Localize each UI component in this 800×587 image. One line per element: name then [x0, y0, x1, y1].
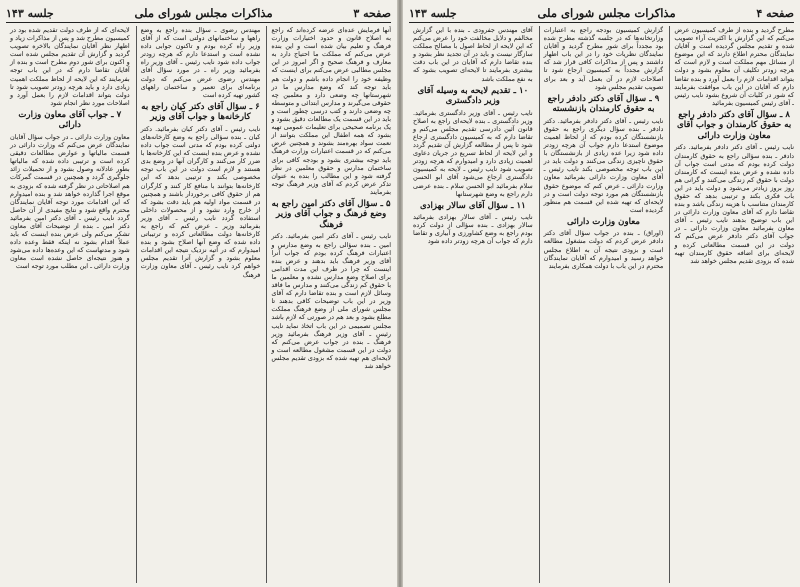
section-heading: ۸ ـ سؤال آقای دکتر دادفر راجع به حقوق کارمندان و جواب آقای معاون وزارت دارائی [677, 109, 792, 141]
paragraph: گزارش کمیسیون بودجه راجع به اعتبارات وزارتخانه‌ها که در جلسه گذشته مطرح شده بود مجدداً برای شور مطرح گردید و آقایان نمایندگان نظریات خود را در این باب اظهار داشتند و پس از مذاکرات کافی قرار شد که گزارش مجدداً به کمیسیون ارجاع شود تا اصلاحات لازم در آن بعمل آید و بعد برای تصویب تقدیم مجلس شود [543, 26, 664, 91]
column-3 [6, 26, 130, 583]
column-1 [669, 26, 794, 583]
paragraph: آقای مهندس جفرودی ـ بنده با این گزارش مخالفم و دلایل مخالفت خود را عرض می‌کنم که این لایحه از لحاظ اصول با مصالح مملکت سازگار نیست و باید در آن تجدید نظر بشود و بنده تقاضا دارم که آقایان در این باب دقت بیشتری بفرمایند تا لایحه‌ای تصویب بشود که به نفع مملکت باشد [412, 26, 533, 83]
page-header [6, 4, 391, 23]
paragraph: مهندس رضوی ـ سؤال بنده راجع به وضع راهها و ساختمانهای دولتی است که از آقای وزیر راه کرده بودم و تاکنون جوابی داده نشده است و استدعا دارم که هرچه زودتر جواب داده شود نایب رئیس ـ آقای وزیر راه بفرمائید وزیر راه ـ در مورد سؤال آقای مهندس رضوی عرض می‌کنم که دولت برنامه‌ای برای تعمیر و ساختمان راههای کشور تهیه کرده است [140, 26, 261, 99]
section-heading: معاون وزارت دارائی [566, 216, 641, 227]
paragraph: لایحه‌ای که از طرف دولت تقدیم شده بود در کمیسیون مطرح شد و پس از مذاکرات زیاد و اظهار نظر آقایان نمایندگان بالاخره تصویب گردید و گزارش آن تقدیم مجلس شده است و اکنون برای شور دوم مطرح است و بنده از آقایان تقاضا دارم که در این باب توجه بفرمایند که این لایحه از لحاظ مملکت اهمیت زیادی دارد و باید هرچه زودتر تصویب شود تا دولت بتواند اقدامات لازم را بعمل آورد و اصلاحات مورد نظر انجام شود [9, 26, 130, 107]
page-number: صفحه ۴ [756, 6, 794, 20]
section-heading: ۹ ـ سؤال آقای دکتر دادفر راجع به حقوق کارمندان بازنشسته [547, 93, 660, 115]
section-heading: ۱۱ ـ سؤال آقای سالار بهزادی [419, 200, 526, 211]
section-heading: ۶ ـ سؤال آقای دکتر کیان راجع به کارخانه‌ها و جواب آقای وزیر [141, 101, 260, 123]
journal-title: مذاکرات مجلس شورای ملی [134, 6, 273, 20]
column-2 [136, 26, 261, 583]
paragraph: آنها فرمایش عده‌ای عرضه کرده‌اند که راجع به اصلاح قانون و حدود اختیارات وزارت فرهنگ و تعلیم بیان شده است و این بنده عرض می‌کنم که مملکت ما احتیاج دارد به معارف و فرهنگ صحیح و اگر امروز در این مجلس مطالبی عرض می‌کنم برای اینست که وظیفه خود را انجام داده باشم و دولت هم باید توجه کند که وضع مدارس ما در شهرستانها چه وضعی دارد و معلمین چه حقوقی می‌گیرند و مدارس ابتدائی و متوسطه چه وضعی دارند و کتب درسی چطور است و باید در این قسمت یک مطالعات دقیق بشود و یک برنامه صحیحی برای تعلیمات عمومی تهیه بشود که همه اطفال این مملکت بتوانند از نعمت سواد بهره‌مند بشوند و همچنین عرض می‌کنم که در قسمت اعتبارات وزارت فرهنگ باید توجه بیشتری بشود و بودجه کافی برای ساختمان مدارس و حقوق معلمین در نظر گرفته شود و این مطالب را بنده به عنوان تذکر عرض کردم که آقای وزیر فرهنگ توجه بفرمایند [271, 26, 391, 196]
paragraph: معاون وزارت دارائی ـ در جواب سؤال آقایان نمایندگان عرض می‌کنم که وزارت دارائی در قسمت مالیاتها و عوارض مطالعات دقیقی کرده است و ترتیبی داده شده که مالیاتها بطور عادلانه وصول بشود و از تحمیلات زائد جلوگیری گردد و همچنین در قسمت گمرکات هم اصلاحاتی در نظر گرفته شده که بزودی به موقع اجرا گذارده خواهد شد و بنده امیدوارم که این اقدامات مورد توجه آقایان نمایندگان محترم واقع شود و نتایج مفیدی از آن حاصل گردد نایب رئیس ـ آقای دکتر امین بفرمائید دکتر امین ـ بنده از توضیحات آقای معاون تشکر می‌کنم ولی عرض بنده اینست که باید عملاً اقدام بشود نه اینکه فقط وعده داده شود و مدتهاست که این وعده‌ها داده می‌شود و هنوز نتیجه‌ای حاصل نشده است معاون وزارت دارائی ـ این مطلب مورد توجه است [9, 132, 130, 271]
column-3 [409, 26, 533, 583]
session-number: جلسه ۱۴۳ [409, 6, 457, 20]
paragraph: نایب رئیس ـ آقای سالار بهزادی بفرمائید سالار بهزادی ـ بنده سؤالی از دولت کرده بودم راجع به وضع کشاورزی و آبیاری و تقاضا دارم که جواب آن هرچه زودتر داده شود [412, 213, 533, 246]
column-2 [539, 26, 664, 583]
paragraph: نایب رئیس ـ آقای وزیر دادگستری بفرمائید. وزیر دادگستری ـ بنده لایحه‌ای راجع به اصلاح قانون آئین دادرسی تقدیم مجلس می‌کنم و تقاضا دارم که به کمیسیون دادگستری ارجاع شود تا پس از مطالعه گزارش آن تقدیم گردد و این لایحه از لحاظ تسریع در جریان دعاوی اهمیت زیادی دارد و امیدوارم که هرچه زودتر تصویب شود نایب رئیس ـ لایحه به کمیسیون دادگستری ارجاع می‌شود آقای ابو الحسن سلام بفرمائید ابو الحسن سلام ـ بنده عرضی دارم راجع به وضع شهرستانها [412, 108, 533, 198]
column-1 [266, 26, 391, 583]
page-number: صفحه ۳ [353, 6, 391, 20]
paragraph: نایب رئیس ـ آقای دکتر دادفر بفرمائید. دکتر دادفر ـ بنده سؤال دیگری راجع به حقوق بازنشستگان کرده بودم که از لحاظ اهمیت موضوع استدعا دارم جواب آن هرچه زودتر داده شود زیرا عده زیادی از بازنشستگان با حقوق ناچیزی زندگی می‌کنند و دولت باید در این باب توجه مخصوصی بکند نایب رئیس ـ آقای معاون وزارت دارائی بفرمائید معاون وزارت دارائی ـ عرض کنم که موضوع حقوق بازنشستگان هم مورد توجه دولت است و در لایحه‌ای که تهیه شده این قسمت هم منظور گردیده است [543, 116, 664, 214]
section-heading: ۷ ـ جواب آقای معاون وزارت دارائی [18, 109, 122, 131]
text-columns [6, 26, 391, 583]
page-header [409, 4, 794, 23]
session-number: جلسه ۱۴۳ [6, 6, 54, 20]
left-page [0, 0, 397, 587]
section-heading: ۱۰ ـ تقدیم لایحه به وسیله آقای وزیر دادگستری [417, 85, 529, 107]
journal-title: مذاکرات مجلس شورای ملی [537, 6, 676, 20]
paragraph: مطرح گردید و بنده از طرف کمیسیون عرض می‌کنم که این گزارش با اکثریت آراء تصویب شده و تقدیم مجلس گردیده است و آقایان نمایندگان محترم اطلاع دارند که این موضوع از مسائل مهم مملکت است و لازم است که هرچه زودتر تکلیف آن معلوم بشود و دولت بتواند اقدامات لازم را بعمل آورد و بنده تقاضا دارم که آقایان در این باب موافقت بفرمایند که شور در کلیات آن شروع بشود نایب رئیس ـ آقای رئیس کمیسیون بفرمائید [674, 26, 794, 107]
section-heading: ۵ ـ سؤال آقای دکتر امین راجع به وضع فرهنگ و جواب آقای وزیر فرهنگ [271, 198, 391, 230]
paragraph: نایب رئیس ـ آقای دکتر دادفر بفرمائید. دکتر دادفر ـ بنده سؤالی راجع به حقوق کارمندان دولت کرده بودم که مدتی است جواب آن داده نشده و عرض بنده اینست که کارمندان دولت با حقوق کم زندگی می‌کنند و گرانی هم روز بروز زیادتر می‌شود و دولت باید در این باب فکری بکند و ترتیبی بدهد که حقوق کارمندان متناسب با هزینه زندگی باشد و بنده تقاضا دارم که آقای معاون وزارت دارائی در این باب توضیح بدهند نایب رئیس ـ آقای معاون بفرمائید معاون وزارت دارائی ـ در جواب آقای دکتر دادفر عرض می‌کنم که دولت در این قسمت مطالعاتی کرده و لایحه‌ای برای اضافه حقوق کارمندان تهیه شده که بزودی تقدیم مجلس خواهد شد [674, 143, 794, 265]
right-page [403, 0, 800, 587]
text-columns [409, 26, 794, 583]
paragraph: (اوراق) ـ بنده در جواب سؤال آقای دکتر دادفر عرض کردم که دولت مشغول مطالعه است و بزودی نتیجه آن به اطلاع مجلس خواهد رسید و امیدوارم که آقایان نمایندگان محترم در این باب با دولت همکاری بفرمایند [543, 229, 664, 270]
paragraph: نایب رئیس ـ آقای دکتر کیان بفرمائید. دکتر کیان ـ بنده سؤالی راجع به وضع کارخانه‌های دولتی کرده بودم که مدتی است جواب داده نشده و عرض بنده اینست که این کارخانه‌ها با ضرر کار می‌کنند و کارگران آنها در وضع بدی هستند و لازم است دولت در این باب توجه مخصوصی بکند و ترتیبی بدهد که این کارخانه‌ها بتوانند با منافع کار کنند و کارگران هم از حقوق کافی برخوردار باشند و همچنین در قسمت مواد اولیه هم باید دقت بشود که از خارج وارد نشود و از محصولات داخلی استفاده گردد نایب رئیس ـ آقای وزیر بفرمائید وزیر ـ عرض کنم که راجع به کارخانه‌ها دولت مطالعاتی کرده و ترتیباتی داده شده که وضع آنها اصلاح بشود و بنده امیدوارم که در آتیه نزدیک نتیجه این اقدامات معلوم بشود و گزارش آنرا تقدیم مجلس خواهم کرد نایب رئیس ـ آقای معاون وزارت فرهنگ [140, 124, 261, 279]
paragraph: نایب رئیس ـ آقای دکتر امین بفرمائید. دکتر امین ـ بنده سؤالی راجع به وضع مدارس و اعتبارات فرهنگ کرده بودم که جواب آنرا آقای وزیر فرهنگ باید بدهند و عرض بنده اینست که چرا در ظرف این مدت اقدامی برای اصلاح وضع مدارس نشده و معلمین ما با حقوق کم زندگی می‌کنند و مدارس ما فاقد وسائل لازم است و بنده تقاضا دارم که آقای وزیر در این باب توضیحات کافی بدهند تا مجلس شورای ملی از وضع فرهنگ مملکت مطلع بشود و بعد هم در صورتی که لازم باشد مجلس تصمیمی در این باب اتخاذ نماید نایب رئیس ـ آقای وزیر فرهنگ بفرمائید وزیر فرهنگ ـ بنده در جواب عرض می‌کنم که دولت در این قسمت مشغول مطالعه است و لایحه‌ای هم تهیه شده که بزودی تقدیم مجلس خواهد شد [271, 232, 391, 370]
